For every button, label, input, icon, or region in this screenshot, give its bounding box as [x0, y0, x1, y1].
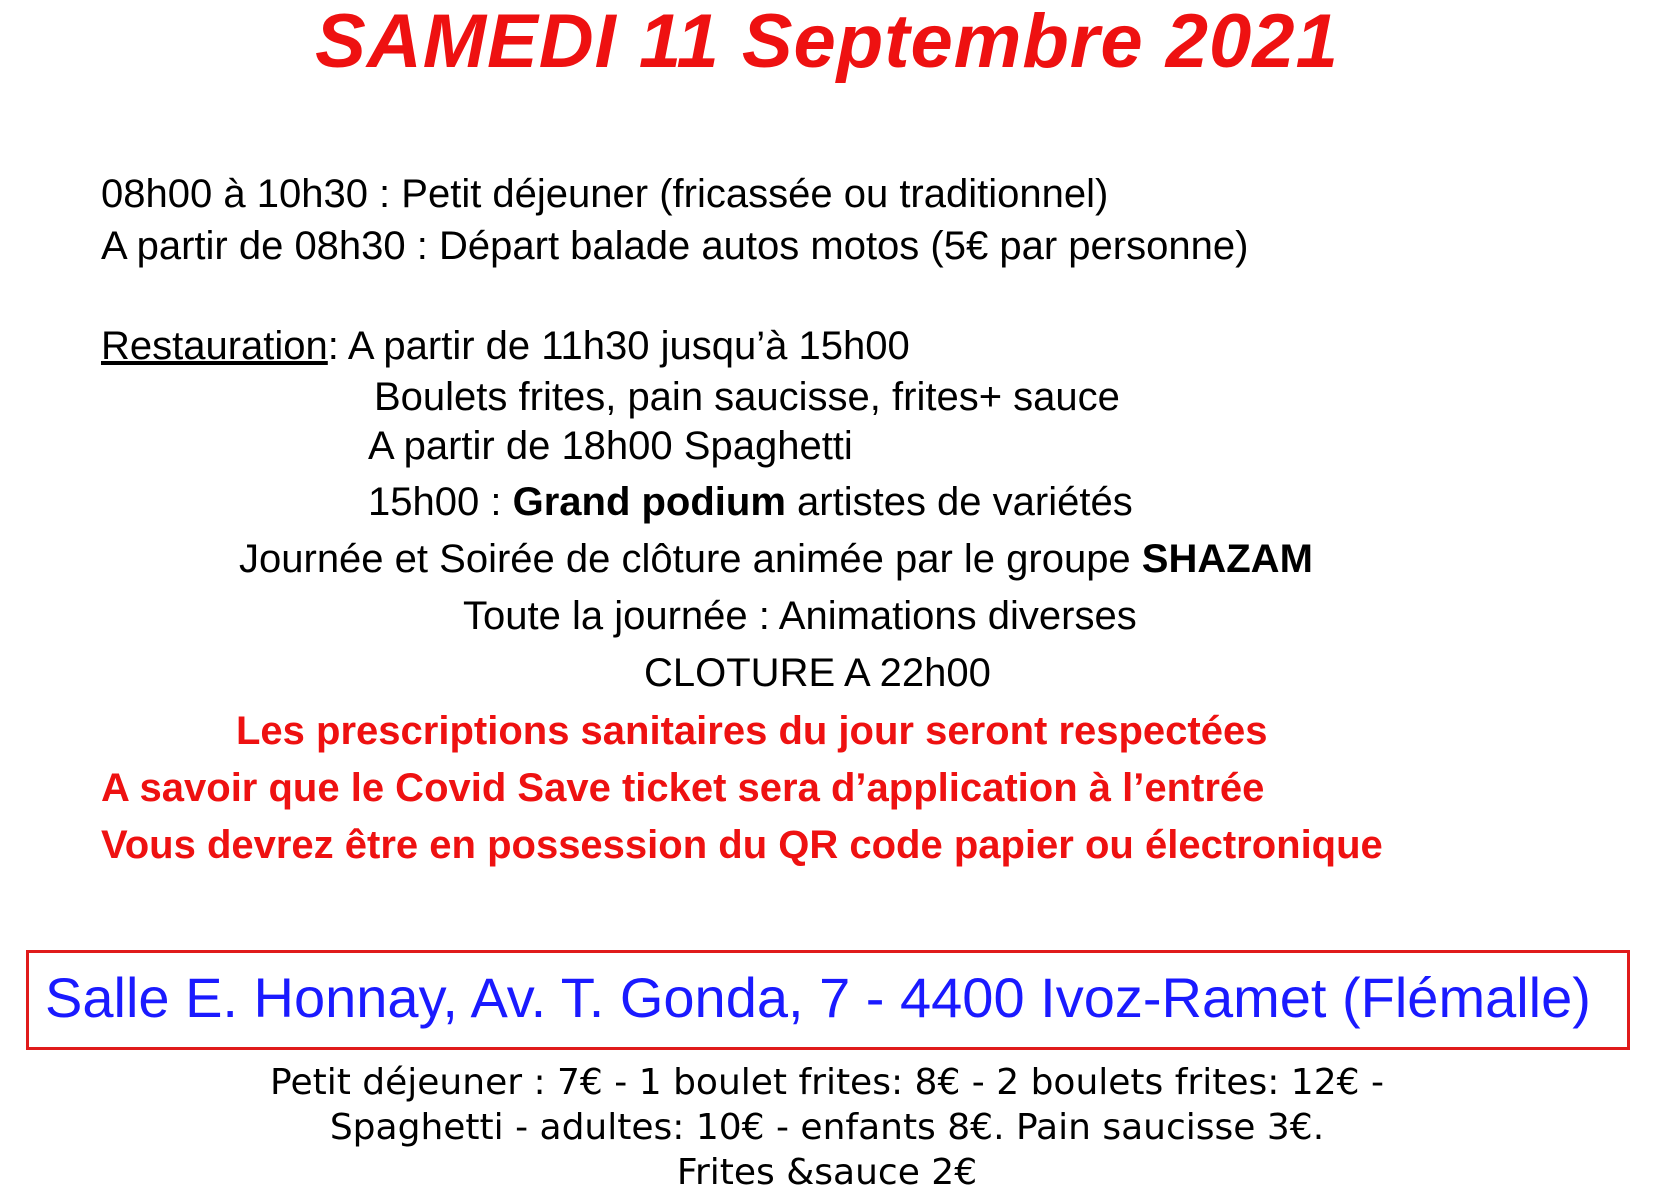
animations-line: Toute la journée : Animations diverses [463, 594, 1137, 638]
cloture-line: CLOTURE A 22h00 [644, 651, 991, 695]
covid-line-2: A savoir que le Covid Save ticket sera d’application à l’entrée [101, 766, 1265, 810]
schedule-line-ride: A partir de 08h30 : Départ balade autos motos (5€ par personne) [101, 224, 1249, 268]
address-text: Salle E. Honnay, Av. T. Gonda, 7 - 4400 Ivoz-Ramet (Flémalle) [45, 966, 1591, 1029]
podium-bold: Grand podium [512, 480, 786, 524]
restauration-spaghetti: A partir de 18h00 Spaghetti [368, 424, 853, 468]
soiree-line [239, 535, 1313, 583]
soiree-band: SHAZAM [1141, 537, 1313, 581]
price-line-3: Frites &sauce 2€ [676, 1152, 978, 1193]
address-box [26, 950, 1630, 1050]
price-line-2: Spaghetti - adultes: 10€ - enfants 8€. Pain saucisse 3€. [329, 1107, 1325, 1148]
podium-line [368, 478, 1133, 526]
covid-line-1: Les prescriptions sanitaires du jour seront respectées [236, 709, 1268, 753]
schedule-line-breakfast: 08h00 à 10h30 : Petit déjeuner (fricassée ou traditionnel) [101, 172, 1109, 216]
covid-line-3: Vous devrez être en possession du QR code papier ou électronique [101, 823, 1383, 867]
podium-time: 15h00 : [368, 480, 513, 524]
price-line-1: Petit déjeuner : 7€ - 1 boulet frites: 8€ - 2 boulets frites: 12€ - [270, 1062, 1384, 1103]
restauration-label: Restauration [101, 324, 328, 368]
page-title: SAMEDI 11 Septembre 2021 [315, 0, 1339, 84]
podium-rest: artistes de variétés [785, 480, 1133, 524]
restauration-hours: : A partir de 11h30 jusqu’à 15h00 [327, 324, 910, 368]
soiree-text: Journée et Soirée de clôture animée par le groupe [239, 537, 1142, 581]
restauration-menu: Boulets frites, pain saucisse, frites+ sauce [374, 375, 1120, 419]
restauration-line [101, 322, 910, 370]
